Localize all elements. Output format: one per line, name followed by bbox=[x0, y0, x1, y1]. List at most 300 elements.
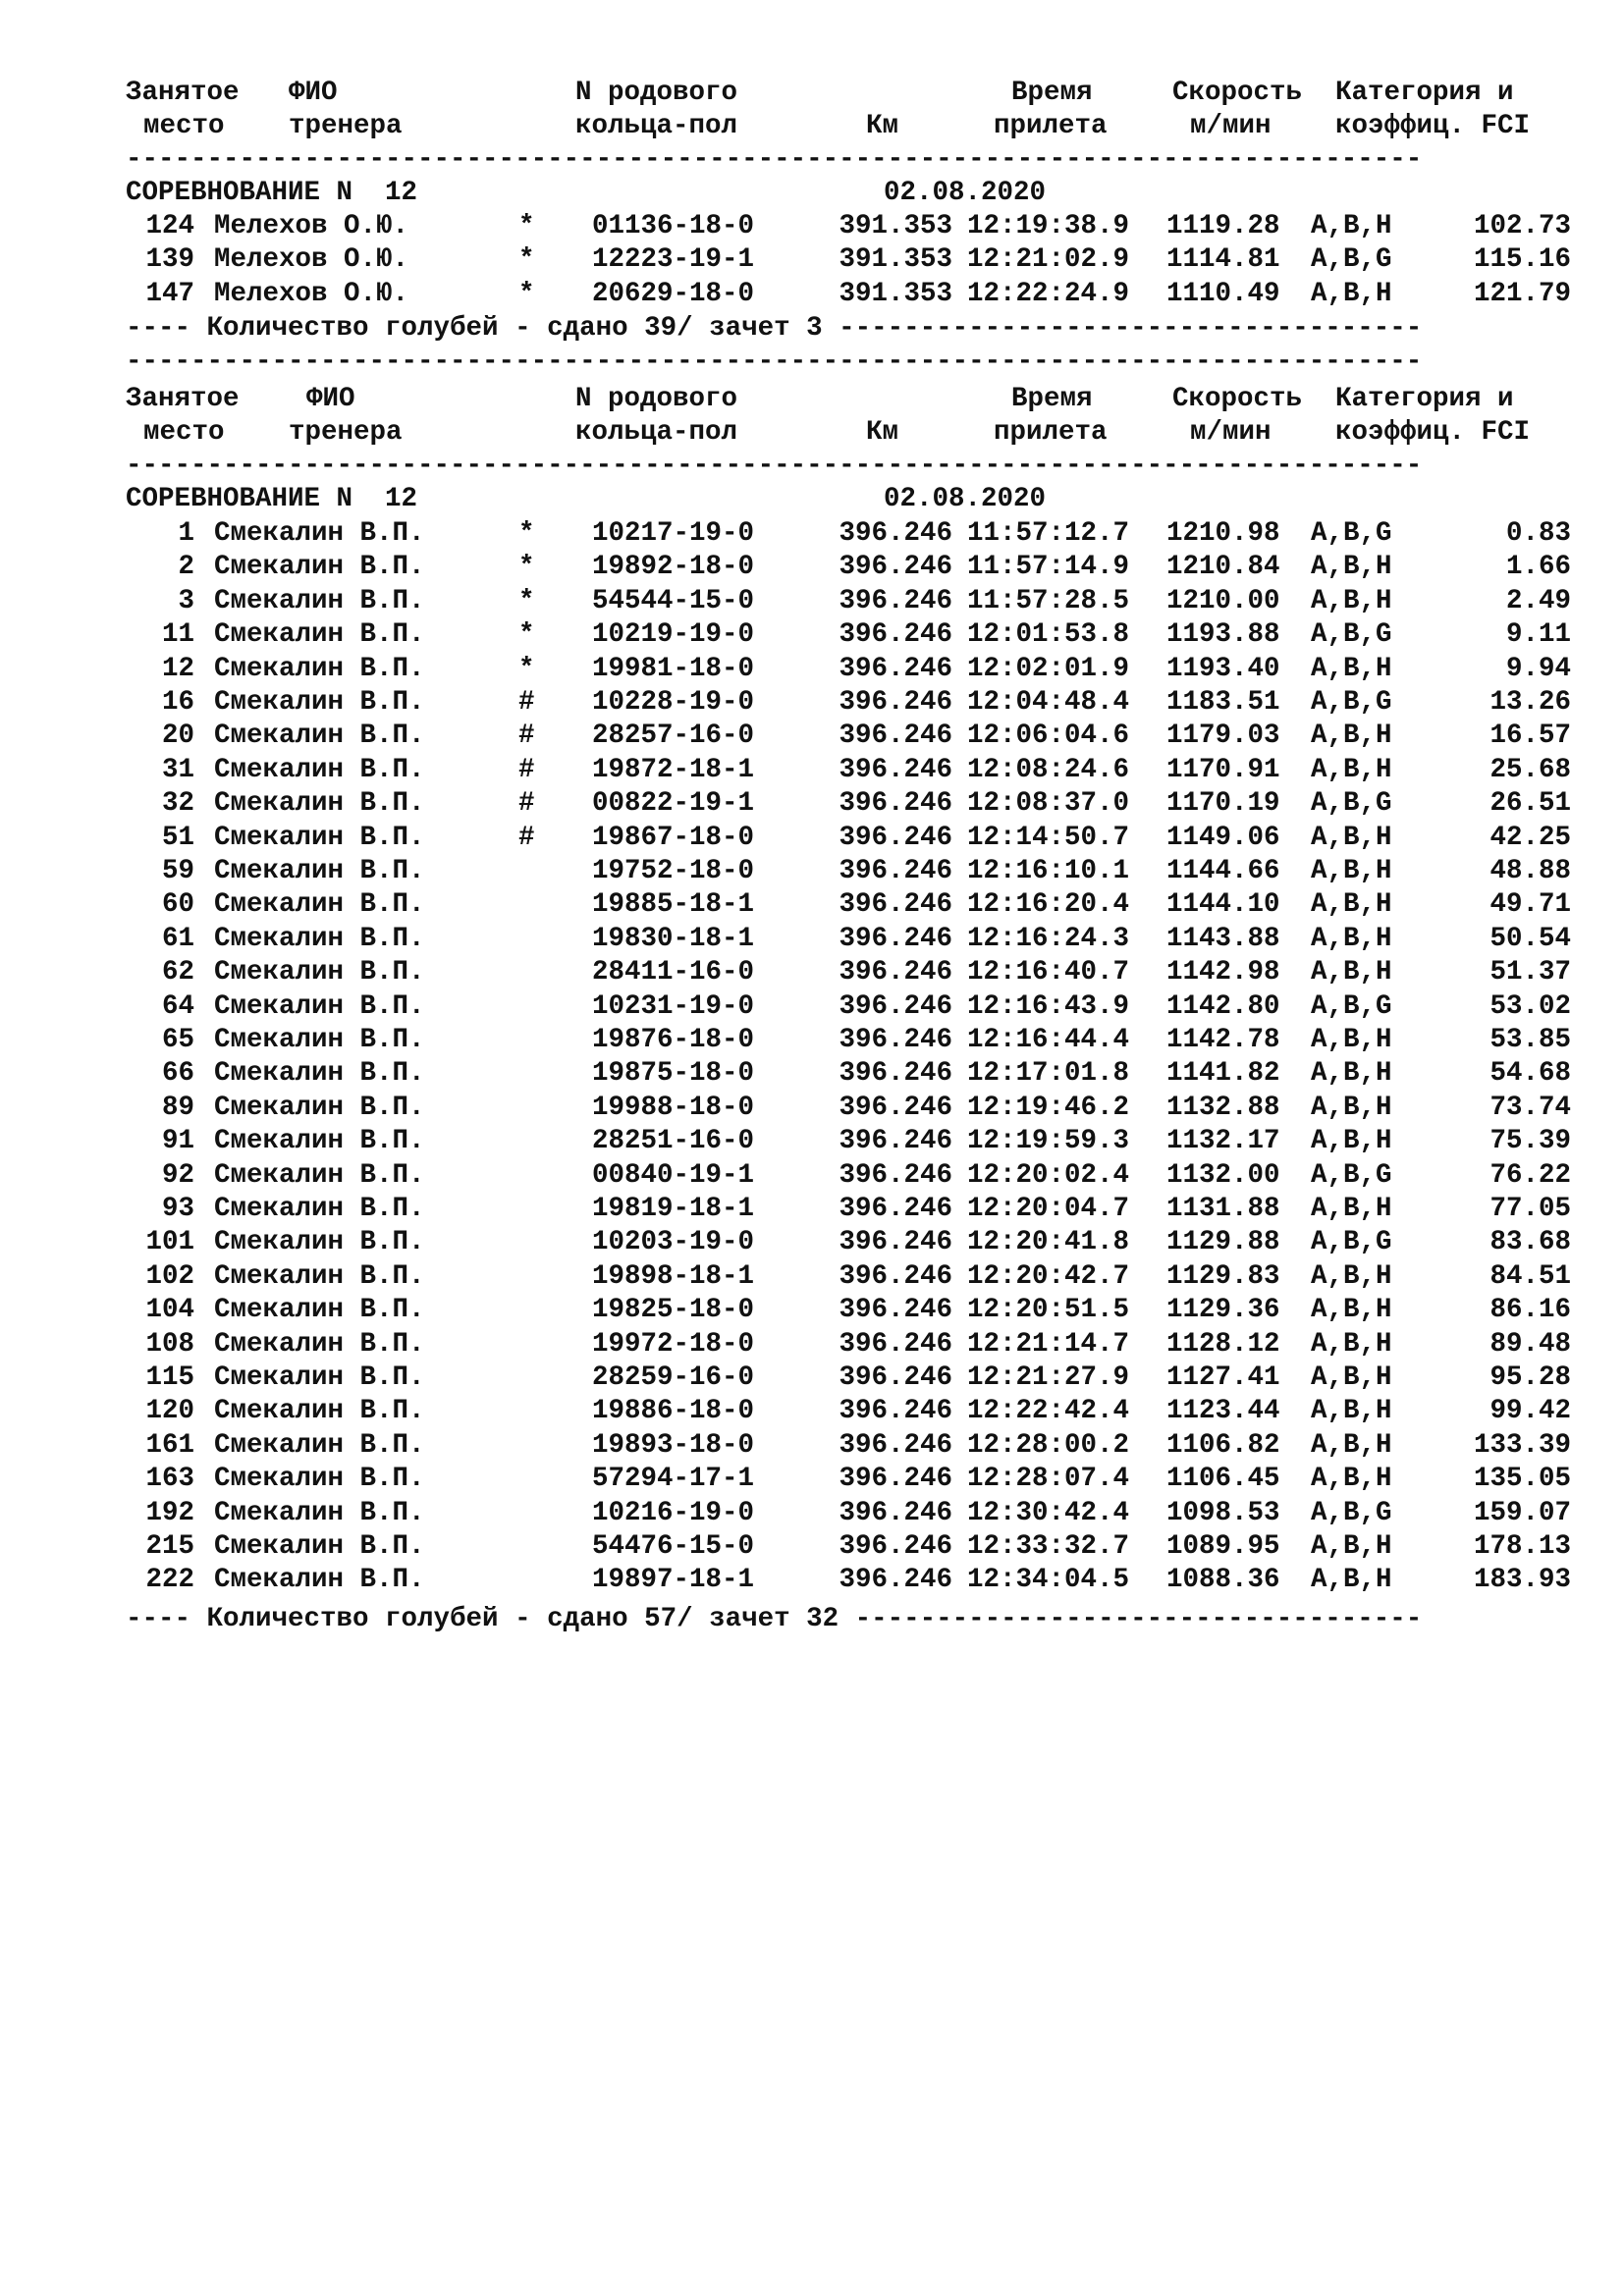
arrival-time-cell: 12:16:44.4 bbox=[967, 1025, 1130, 1055]
category-cell: A,B,H bbox=[1311, 1565, 1392, 1595]
separator-rule: -------------------------------------------------------------------------------- bbox=[126, 347, 1423, 377]
category-cell: A,B,H bbox=[1311, 1093, 1392, 1123]
column-header-line-1 bbox=[0, 383, 1514, 416]
ring-number-cell: 19893-18-0 bbox=[592, 1430, 755, 1461]
mark-cell: * bbox=[518, 586, 535, 616]
speed-cell: 1106.45 bbox=[1166, 1464, 1280, 1494]
column-header-line-1 bbox=[0, 77, 1514, 110]
arrival-time-cell: 12:16:10.1 bbox=[967, 856, 1130, 886]
speed-cell: 1129.83 bbox=[1166, 1261, 1280, 1292]
fci-coef-cell: 50.54 bbox=[1489, 924, 1571, 954]
arrival-time-cell: 11:57:12.7 bbox=[967, 518, 1130, 549]
fci-coef-cell: 25.68 bbox=[1489, 755, 1571, 785]
separator-rule: -------------------------------------------------------------------------------- bbox=[126, 144, 1423, 175]
ring-number-cell: 19825-18-0 bbox=[592, 1295, 755, 1325]
arrival-time-cell: 12:21:14.7 bbox=[967, 1329, 1130, 1360]
place-cell: 31 bbox=[161, 755, 194, 785]
header-speed: Скорость bbox=[1172, 384, 1303, 414]
fci-coef-cell: 159.07 bbox=[1473, 1498, 1571, 1528]
arrival-time-cell: 12:21:27.9 bbox=[967, 1362, 1130, 1393]
arrival-time-cell: 12:16:43.9 bbox=[967, 991, 1130, 1022]
place-cell: 147 bbox=[145, 279, 194, 309]
header-ring-2: кольца-пол bbox=[575, 417, 738, 448]
ring-number-cell: 10203-19-0 bbox=[592, 1227, 755, 1257]
fci-coef-cell: 13.26 bbox=[1489, 687, 1571, 718]
trainer-name-cell: Смекалин В.П. bbox=[214, 586, 425, 616]
distance-cell: 396.246 bbox=[839, 788, 952, 819]
speed-cell: 1142.80 bbox=[1166, 991, 1280, 1022]
mark-cell: * bbox=[518, 619, 535, 650]
place-cell: 89 bbox=[161, 1093, 194, 1123]
speed-cell: 1193.40 bbox=[1166, 654, 1280, 684]
distance-cell: 396.246 bbox=[839, 619, 952, 650]
ring-number-cell: 19875-18-0 bbox=[592, 1058, 755, 1089]
speed-cell: 1143.88 bbox=[1166, 924, 1280, 954]
arrival-time-cell: 12:20:51.5 bbox=[967, 1295, 1130, 1325]
fci-coef-cell: 73.74 bbox=[1489, 1093, 1571, 1123]
speed-cell: 1128.12 bbox=[1166, 1329, 1280, 1360]
distance-cell: 396.246 bbox=[839, 1329, 952, 1360]
header-speed: Скорость bbox=[1172, 78, 1303, 108]
fci-coef-cell: 0.83 bbox=[1505, 518, 1571, 549]
competition-number: СОРЕВНОВАНИЕ N 12 bbox=[126, 178, 418, 208]
header-speed-2: м/мин bbox=[1190, 111, 1272, 141]
speed-cell: 1141.82 bbox=[1166, 1058, 1280, 1089]
fci-coef-cell: 84.51 bbox=[1489, 1261, 1571, 1292]
trainer-name-cell: Смекалин В.П. bbox=[214, 1194, 425, 1224]
arrival-time-cell: 12:22:42.4 bbox=[967, 1396, 1130, 1426]
arrival-time-cell: 12:16:40.7 bbox=[967, 957, 1130, 988]
fci-coef-cell: 183.93 bbox=[1473, 1565, 1571, 1595]
fci-coef-cell: 54.68 bbox=[1489, 1058, 1571, 1089]
ring-number-cell: 19981-18-0 bbox=[592, 654, 755, 684]
column-header-line-2 bbox=[0, 416, 1531, 450]
distance-cell: 396.246 bbox=[839, 1093, 952, 1123]
ring-number-cell: 19819-18-1 bbox=[592, 1194, 755, 1224]
ring-number-cell: 19885-18-1 bbox=[592, 889, 755, 920]
distance-cell: 396.246 bbox=[839, 687, 952, 718]
mark-cell: * bbox=[518, 518, 535, 549]
distance-cell: 396.246 bbox=[839, 1295, 952, 1325]
mark-cell: # bbox=[518, 788, 535, 819]
speed-cell: 1119.28 bbox=[1166, 211, 1280, 241]
header-ring-2: кольца-пол bbox=[575, 111, 738, 141]
distance-cell: 396.246 bbox=[839, 823, 952, 853]
ring-number-cell: 19867-18-0 bbox=[592, 823, 755, 853]
distance-cell: 391.353 bbox=[839, 244, 952, 275]
speed-cell: 1132.88 bbox=[1166, 1093, 1280, 1123]
fci-coef-cell: 115.16 bbox=[1473, 244, 1571, 275]
category-cell: A,B,H bbox=[1311, 1194, 1392, 1224]
distance-cell: 391.353 bbox=[839, 211, 952, 241]
header-category: Категория и bbox=[1335, 78, 1514, 108]
place-cell: 12 bbox=[161, 654, 194, 684]
speed-cell: 1193.88 bbox=[1166, 619, 1280, 650]
fci-coef-cell: 51.37 bbox=[1489, 957, 1571, 988]
ring-number-cell: 57294-17-1 bbox=[592, 1464, 755, 1494]
arrival-time-cell: 12:22:24.9 bbox=[967, 279, 1130, 309]
ring-number-cell: 10217-19-0 bbox=[592, 518, 755, 549]
category-cell: A,B,H bbox=[1311, 279, 1392, 309]
distance-cell: 396.246 bbox=[839, 1058, 952, 1089]
place-cell: 124 bbox=[145, 211, 194, 241]
trainer-name-cell: Смекалин В.П. bbox=[214, 1362, 425, 1393]
ring-number-cell: 28411-16-0 bbox=[592, 957, 755, 988]
arrival-time-cell: 12:14:50.7 bbox=[967, 823, 1130, 853]
arrival-time-cell: 12:16:20.4 bbox=[967, 889, 1130, 920]
speed-cell: 1089.95 bbox=[1166, 1531, 1280, 1562]
speed-cell: 1144.10 bbox=[1166, 889, 1280, 920]
fci-coef-cell: 102.73 bbox=[1473, 211, 1571, 241]
arrival-time-cell: 12:17:01.8 bbox=[967, 1058, 1130, 1089]
arrival-time-cell: 12:28:00.2 bbox=[967, 1430, 1130, 1461]
place-cell: 222 bbox=[145, 1565, 194, 1595]
fci-coef-cell: 49.71 bbox=[1489, 889, 1571, 920]
fci-coef-cell: 135.05 bbox=[1473, 1464, 1571, 1494]
fci-coef-cell: 83.68 bbox=[1489, 1227, 1571, 1257]
category-cell: A,B,H bbox=[1311, 1126, 1392, 1156]
trainer-name-cell: Смекалин В.П. bbox=[214, 1531, 425, 1562]
category-cell: A,B,H bbox=[1311, 1362, 1392, 1393]
mark-cell: * bbox=[518, 244, 535, 275]
place-cell: 16 bbox=[161, 687, 194, 718]
ring-number-cell: 54544-15-0 bbox=[592, 586, 755, 616]
header-ring: N родового bbox=[575, 384, 738, 414]
arrival-time-cell: 11:57:14.9 bbox=[967, 552, 1130, 582]
ring-number-cell: 28259-16-0 bbox=[592, 1362, 755, 1393]
distance-cell: 396.246 bbox=[839, 1261, 952, 1292]
category-cell: A,B,G bbox=[1311, 687, 1392, 718]
speed-cell: 1129.36 bbox=[1166, 1295, 1280, 1325]
mark-cell: # bbox=[518, 823, 535, 853]
fci-coef-cell: 76.22 bbox=[1489, 1160, 1571, 1191]
distance-cell: 396.246 bbox=[839, 1126, 952, 1156]
place-cell: 62 bbox=[161, 957, 194, 988]
ring-number-cell: 28251-16-0 bbox=[592, 1126, 755, 1156]
trainer-name-cell: Мелехов О.Ю. bbox=[214, 211, 409, 241]
place-cell: 11 bbox=[161, 619, 194, 650]
place-cell: 102 bbox=[145, 1261, 194, 1292]
fci-coef-cell: 99.42 bbox=[1489, 1396, 1571, 1426]
place-cell: 51 bbox=[161, 823, 194, 853]
category-cell: A,B,H bbox=[1311, 1329, 1392, 1360]
place-cell: 3 bbox=[178, 586, 194, 616]
speed-cell: 1123.44 bbox=[1166, 1396, 1280, 1426]
trainer-name-cell: Смекалин В.П. bbox=[214, 1295, 425, 1325]
category-cell: A,B,H bbox=[1311, 552, 1392, 582]
category-cell: A,B,G bbox=[1311, 1160, 1392, 1191]
ring-number-cell: 19886-18-0 bbox=[592, 1396, 755, 1426]
header-speed-2: м/мин bbox=[1190, 417, 1272, 448]
place-cell: 65 bbox=[161, 1025, 194, 1055]
trainer-name-cell: Смекалин В.П. bbox=[214, 1126, 425, 1156]
ring-number-cell: 19988-18-0 bbox=[592, 1093, 755, 1123]
trainer-name-cell: Смекалин В.П. bbox=[214, 518, 425, 549]
competition-title bbox=[0, 483, 1047, 516]
ring-number-cell: 01136-18-0 bbox=[592, 211, 755, 241]
distance-cell: 396.246 bbox=[839, 721, 952, 751]
category-cell: A,B,H bbox=[1311, 1261, 1392, 1292]
ring-number-cell: 54476-15-0 bbox=[592, 1531, 755, 1562]
header-place-2: место bbox=[143, 111, 225, 141]
section-footer: ---- Количество голубей - сдано 57/ зачет 32 ----------------------------------- bbox=[126, 1604, 1423, 1634]
header-time-2: прилета bbox=[994, 417, 1108, 448]
arrival-time-cell: 12:16:24.3 bbox=[967, 924, 1130, 954]
speed-cell: 1149.06 bbox=[1166, 823, 1280, 853]
speed-cell: 1142.98 bbox=[1166, 957, 1280, 988]
distance-cell: 396.246 bbox=[839, 1025, 952, 1055]
header-category: Категория и bbox=[1335, 384, 1514, 414]
arrival-time-cell: 12:34:04.5 bbox=[967, 1565, 1130, 1595]
category-cell: A,B,G bbox=[1311, 518, 1392, 549]
header-time: Время bbox=[1011, 384, 1093, 414]
trainer-name-cell: Смекалин В.П. bbox=[214, 1058, 425, 1089]
place-cell: 1 bbox=[178, 518, 194, 549]
place-cell: 59 bbox=[161, 856, 194, 886]
place-cell: 66 bbox=[161, 1058, 194, 1089]
ring-number-cell: 19972-18-0 bbox=[592, 1329, 755, 1360]
fci-coef-cell: 48.88 bbox=[1489, 856, 1571, 886]
category-cell: A,B,H bbox=[1311, 586, 1392, 616]
fci-coef-cell: 53.85 bbox=[1489, 1025, 1571, 1055]
place-cell: 64 bbox=[161, 991, 194, 1022]
speed-cell: 1183.51 bbox=[1166, 687, 1280, 718]
trainer-name-cell: Смекалин В.П. bbox=[214, 991, 425, 1022]
category-cell: A,B,H bbox=[1311, 1396, 1392, 1426]
speed-cell: 1088.36 bbox=[1166, 1565, 1280, 1595]
fci-coef-cell: 16.57 bbox=[1489, 721, 1571, 751]
mark-cell: # bbox=[518, 755, 535, 785]
place-cell: 20 bbox=[161, 721, 194, 751]
speed-cell: 1179.03 bbox=[1166, 721, 1280, 751]
distance-cell: 396.246 bbox=[839, 1565, 952, 1595]
arrival-time-cell: 12:04:48.4 bbox=[967, 687, 1130, 718]
speed-cell: 1210.84 bbox=[1166, 552, 1280, 582]
speed-cell: 1098.53 bbox=[1166, 1498, 1280, 1528]
header-place: Занятое bbox=[126, 384, 240, 414]
competition-date: 02.08.2020 bbox=[884, 178, 1047, 208]
separator-rule: -------------------------------------------------------------------------------- bbox=[126, 451, 1423, 481]
fci-coef-cell: 9.11 bbox=[1505, 619, 1571, 650]
place-cell: 115 bbox=[145, 1362, 194, 1393]
distance-cell: 396.246 bbox=[839, 1194, 952, 1224]
speed-cell: 1142.78 bbox=[1166, 1025, 1280, 1055]
header-fio-2: тренера bbox=[289, 417, 403, 448]
category-cell: A,B,H bbox=[1311, 755, 1392, 785]
mark-cell: * bbox=[518, 279, 535, 309]
category-cell: A,B,G bbox=[1311, 788, 1392, 819]
category-cell: A,B,G bbox=[1311, 1227, 1392, 1257]
distance-cell: 396.246 bbox=[839, 856, 952, 886]
ring-number-cell: 00840-19-1 bbox=[592, 1160, 755, 1191]
fci-coef-cell: 9.94 bbox=[1505, 654, 1571, 684]
place-cell: 61 bbox=[161, 924, 194, 954]
ring-number-cell: 19897-18-1 bbox=[592, 1565, 755, 1595]
speed-cell: 1210.00 bbox=[1166, 586, 1280, 616]
category-cell: A,B,G bbox=[1311, 991, 1392, 1022]
category-cell: A,B,H bbox=[1311, 654, 1392, 684]
trainer-name-cell: Смекалин В.П. bbox=[214, 687, 425, 718]
header-fio-2: тренера bbox=[289, 111, 403, 141]
trainer-name-cell: Смекалин В.П. bbox=[214, 1227, 425, 1257]
category-cell: A,B,H bbox=[1311, 924, 1392, 954]
trainer-name-cell: Смекалин В.П. bbox=[214, 856, 425, 886]
category-cell: A,B,H bbox=[1311, 1025, 1392, 1055]
distance-cell: 396.246 bbox=[839, 1464, 952, 1494]
speed-cell: 1132.00 bbox=[1166, 1160, 1280, 1191]
category-cell: A,B,H bbox=[1311, 1531, 1392, 1562]
speed-cell: 1129.88 bbox=[1166, 1227, 1280, 1257]
trainer-name-cell: Смекалин В.П. bbox=[214, 1329, 425, 1360]
fci-coef-cell: 1.66 bbox=[1505, 552, 1571, 582]
category-cell: A,B,H bbox=[1311, 1430, 1392, 1461]
fci-coef-cell: 95.28 bbox=[1489, 1362, 1571, 1393]
arrival-time-cell: 12:19:38.9 bbox=[967, 211, 1130, 241]
header-place-2: место bbox=[143, 417, 225, 448]
arrival-time-cell: 12:30:42.4 bbox=[967, 1498, 1130, 1528]
ring-number-cell: 19898-18-1 bbox=[592, 1261, 755, 1292]
category-cell: A,B,H bbox=[1311, 1464, 1392, 1494]
trainer-name-cell: Смекалин В.П. bbox=[214, 889, 425, 920]
distance-cell: 396.246 bbox=[839, 1227, 952, 1257]
header-time: Время bbox=[1011, 78, 1093, 108]
trainer-name-cell: Мелехов О.Ю. bbox=[214, 279, 409, 309]
ring-number-cell: 10216-19-0 bbox=[592, 1498, 755, 1528]
fci-coef-cell: 86.16 bbox=[1489, 1295, 1571, 1325]
distance-cell: 396.246 bbox=[839, 957, 952, 988]
distance-cell: 396.246 bbox=[839, 1531, 952, 1562]
fci-coef-cell: 89.48 bbox=[1489, 1329, 1571, 1360]
fci-coef-cell: 75.39 bbox=[1489, 1126, 1571, 1156]
ring-number-cell: 19830-18-1 bbox=[592, 924, 755, 954]
place-cell: 104 bbox=[145, 1295, 194, 1325]
speed-cell: 1110.49 bbox=[1166, 279, 1280, 309]
place-cell: 93 bbox=[161, 1194, 194, 1224]
arrival-time-cell: 12:20:42.7 bbox=[967, 1261, 1130, 1292]
distance-cell: 391.353 bbox=[839, 279, 952, 309]
distance-cell: 396.246 bbox=[839, 586, 952, 616]
distance-cell: 396.246 bbox=[839, 552, 952, 582]
arrival-time-cell: 12:08:24.6 bbox=[967, 755, 1130, 785]
arrival-time-cell: 12:20:04.7 bbox=[967, 1194, 1130, 1224]
speed-cell: 1114.81 bbox=[1166, 244, 1280, 275]
header-category-2: коэффиц. FCI bbox=[1335, 417, 1531, 448]
distance-cell: 396.246 bbox=[839, 1396, 952, 1426]
trainer-name-cell: Смекалин В.П. bbox=[214, 619, 425, 650]
trainer-name-cell: Смекалин В.П. bbox=[214, 1160, 425, 1191]
place-cell: 161 bbox=[145, 1430, 194, 1461]
section-footer: ---- Количество голубей - сдано 39/ зачет 3 ------------------------------------ bbox=[126, 313, 1423, 344]
distance-cell: 396.246 bbox=[839, 889, 952, 920]
speed-cell: 1132.17 bbox=[1166, 1126, 1280, 1156]
header-ring: N родового bbox=[575, 78, 738, 108]
trainer-name-cell: Смекалин В.П. bbox=[214, 823, 425, 853]
speed-cell: 1144.66 bbox=[1166, 856, 1280, 886]
header-km: Км bbox=[866, 111, 899, 141]
arrival-time-cell: 11:57:28.5 bbox=[967, 586, 1130, 616]
fci-coef-cell: 42.25 bbox=[1489, 823, 1571, 853]
ring-number-cell: 19892-18-0 bbox=[592, 552, 755, 582]
mark-cell: # bbox=[518, 687, 535, 718]
header-category-2: коэффиц. FCI bbox=[1335, 111, 1531, 141]
trainer-name-cell: Смекалин В.П. bbox=[214, 1430, 425, 1461]
arrival-time-cell: 12:20:02.4 bbox=[967, 1160, 1130, 1191]
place-cell: 32 bbox=[161, 788, 194, 819]
trainer-name-cell: Смекалин В.П. bbox=[214, 957, 425, 988]
fci-coef-cell: 53.02 bbox=[1489, 991, 1571, 1022]
arrival-time-cell: 12:01:53.8 bbox=[967, 619, 1130, 650]
ring-number-cell: 19872-18-1 bbox=[592, 755, 755, 785]
speed-cell: 1170.19 bbox=[1166, 788, 1280, 819]
category-cell: A,B,G bbox=[1311, 1498, 1392, 1528]
distance-cell: 396.246 bbox=[839, 755, 952, 785]
category-cell: A,B,H bbox=[1311, 856, 1392, 886]
trainer-name-cell: Смекалин В.П. bbox=[214, 1498, 425, 1528]
speed-cell: 1170.91 bbox=[1166, 755, 1280, 785]
ring-number-cell: 20629-18-0 bbox=[592, 279, 755, 309]
distance-cell: 396.246 bbox=[839, 1430, 952, 1461]
mark-cell: # bbox=[518, 721, 535, 751]
trainer-name-cell: Смекалин В.П. bbox=[214, 1025, 425, 1055]
competition-date: 02.08.2020 bbox=[884, 484, 1047, 514]
distance-cell: 396.246 bbox=[839, 924, 952, 954]
arrival-time-cell: 12:21:02.9 bbox=[967, 244, 1130, 275]
column-header-line-2 bbox=[0, 110, 1531, 143]
category-cell: A,B,H bbox=[1311, 721, 1392, 751]
fci-coef-cell: 121.79 bbox=[1473, 279, 1571, 309]
place-cell: 91 bbox=[161, 1126, 194, 1156]
distance-cell: 396.246 bbox=[839, 1160, 952, 1191]
place-cell: 60 bbox=[161, 889, 194, 920]
category-cell: A,B,H bbox=[1311, 957, 1392, 988]
trainer-name-cell: Мелехов О.Ю. bbox=[214, 244, 409, 275]
place-cell: 139 bbox=[145, 244, 194, 275]
place-cell: 108 bbox=[145, 1329, 194, 1360]
fci-coef-cell: 77.05 bbox=[1489, 1194, 1571, 1224]
ring-number-cell: 19752-18-0 bbox=[592, 856, 755, 886]
ring-number-cell: 10231-19-0 bbox=[592, 991, 755, 1022]
arrival-time-cell: 12:06:04.6 bbox=[967, 721, 1130, 751]
arrival-time-cell: 12:19:59.3 bbox=[967, 1126, 1130, 1156]
place-cell: 120 bbox=[145, 1396, 194, 1426]
header-km: Км bbox=[866, 417, 899, 448]
header-fio: ФИО bbox=[306, 384, 355, 414]
ring-number-cell: 10228-19-0 bbox=[592, 687, 755, 718]
trainer-name-cell: Смекалин В.П. bbox=[214, 1093, 425, 1123]
mark-cell: * bbox=[518, 654, 535, 684]
place-cell: 163 bbox=[145, 1464, 194, 1494]
arrival-time-cell: 12:08:37.0 bbox=[967, 788, 1130, 819]
distance-cell: 396.246 bbox=[839, 1362, 952, 1393]
trainer-name-cell: Смекалин В.П. bbox=[214, 721, 425, 751]
trainer-name-cell: Смекалин В.П. bbox=[214, 654, 425, 684]
place-cell: 101 bbox=[145, 1227, 194, 1257]
ring-number-cell: 28257-16-0 bbox=[592, 721, 755, 751]
trainer-name-cell: Смекалин В.П. bbox=[214, 788, 425, 819]
category-cell: A,B,H bbox=[1311, 1295, 1392, 1325]
speed-cell: 1210.98 bbox=[1166, 518, 1280, 549]
category-cell: A,B,G bbox=[1311, 244, 1392, 275]
arrival-time-cell: 12:19:46.2 bbox=[967, 1093, 1130, 1123]
distance-cell: 396.246 bbox=[839, 1498, 952, 1528]
ring-number-cell: 19876-18-0 bbox=[592, 1025, 755, 1055]
header-fio: ФИО bbox=[289, 78, 338, 108]
trainer-name-cell: Смекалин В.П. bbox=[214, 1565, 425, 1595]
category-cell: A,B,H bbox=[1311, 1058, 1392, 1089]
fci-coef-cell: 178.13 bbox=[1473, 1531, 1571, 1562]
distance-cell: 396.246 bbox=[839, 654, 952, 684]
category-cell: A,B,H bbox=[1311, 889, 1392, 920]
